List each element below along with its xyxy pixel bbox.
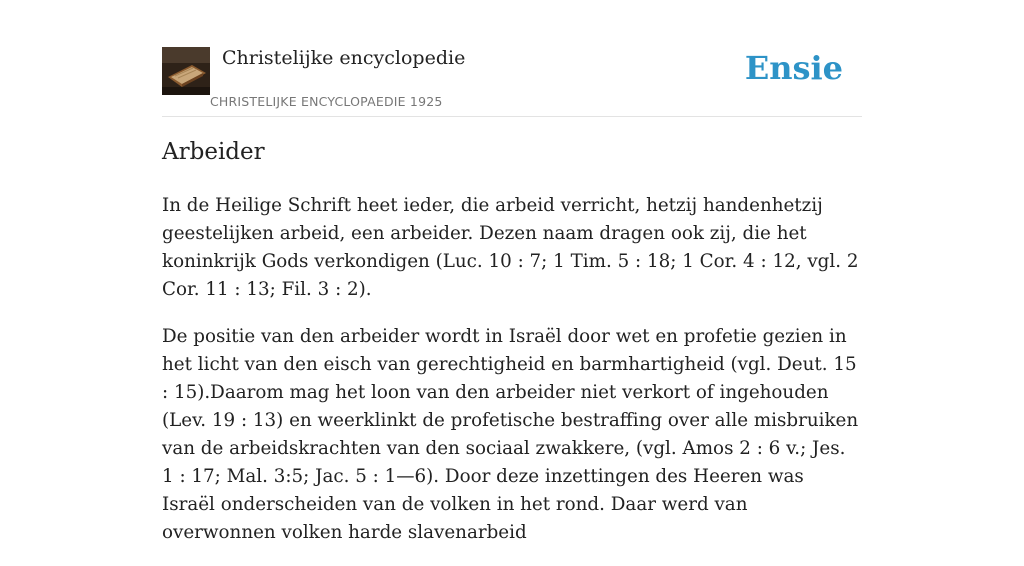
article-paragraph-1: In de Heilige Schrift heet ieder, die arbeid verricht, hetzij handenhetzij geestelijken arbeid, een arbeider. Dezen naam dragen ook zij, die het koninkrijk Gods verkondigen (Luc. 10 : 7; 1 Tim. 5 : 18; 1 Cor. 4 : 12, vgl. 2 Cor. 11 : 13; Fil. 3 : 2). — [162, 195, 859, 300]
book-thumbnail-icon — [162, 47, 210, 95]
site-subtitle: CHRISTELIJKE ENCYCLOPAEDIE 1925 — [210, 94, 443, 109]
encyclopedia-avatar[interactable] — [162, 47, 210, 95]
ensie-logo[interactable]: Ensie — [744, 49, 843, 87]
article-paragraph-2: De positie van den arbeider wordt in Israël door wet en profetie gezien in het licht van den eisch van gerechtigheid en barmhartigheid (vgl. Deut. 15 : 15).Daarom mag het loon van den arbeider niet verkort of ingehouden (Lev. 19 : 13) en weerklinkt de profetische bestraffing over alle misbruiken van de arbeidskrachten van den sociaal zwakkere, (vgl. Amos 2 : 6 v.; Jes. 1 : 17; Mal. 3:5; Jac. 5 : 1—6). Door deze inzettingen des Heeren was Israël onderscheiden van de volken in het rond. Daar werd van overwonnen volken harde slavenarbeid — [162, 326, 859, 543]
article-title: Arbeider — [162, 139, 265, 165]
site-header — [162, 44, 862, 117]
article-body — [162, 192, 862, 566]
site-name[interactable]: Christelijke encyclopedie — [222, 47, 466, 69]
